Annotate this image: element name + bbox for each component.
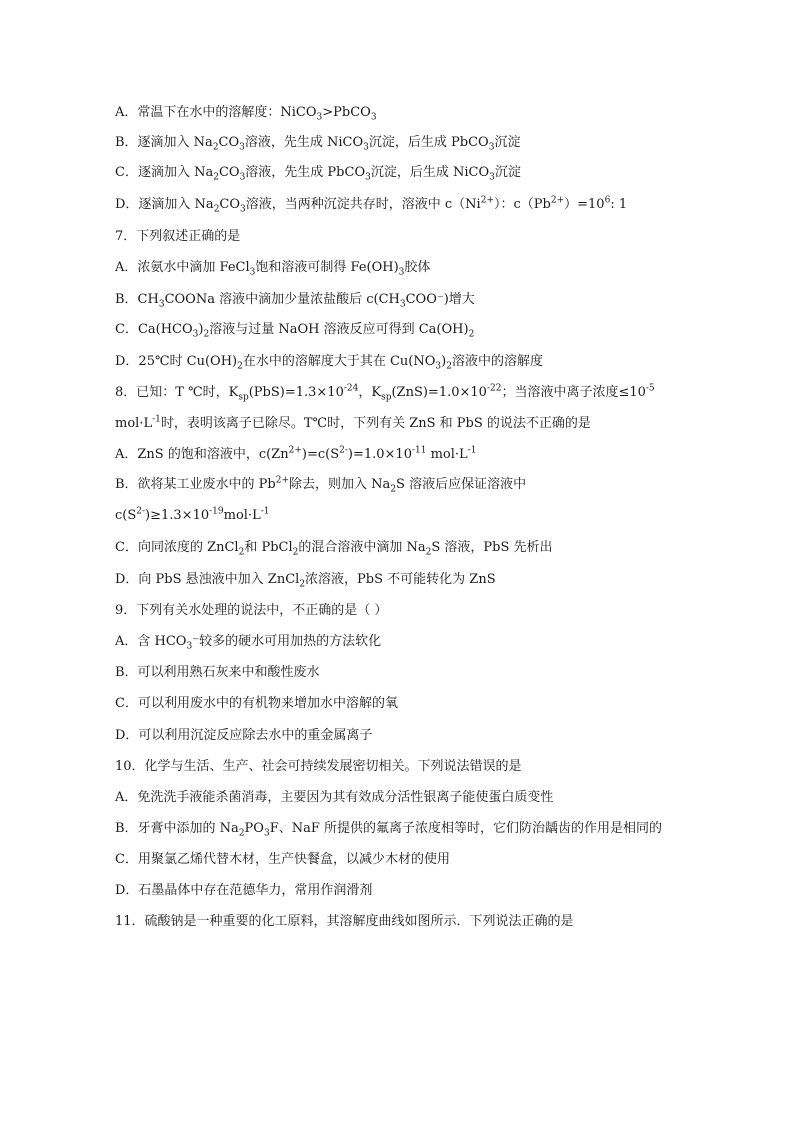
- supscript: -5: [645, 383, 655, 394]
- text-segment: ): [198, 322, 204, 337]
- supscript: 2-: [339, 445, 348, 456]
- text-line: [115, 757, 522, 777]
- subscript: sp: [381, 392, 392, 403]
- text-segment: 浓溶液，PbS 不可能转化为 ZnS: [305, 572, 496, 587]
- subscript: 2: [390, 484, 397, 495]
- text-segment: A．浓氨水中滴加 FeCl: [115, 260, 250, 275]
- text-segment: 和 PbCl: [244, 540, 293, 555]
- text-line: [115, 133, 520, 153]
- text-segment: ⁻较多的硬水可用加热的方法软化: [192, 634, 382, 649]
- text-segment: 除去，则加入 Na: [289, 477, 391, 492]
- text-segment: )=c(S: [301, 447, 340, 462]
- subscript: 3: [435, 361, 442, 372]
- subscript: 3: [192, 329, 199, 340]
- subscript: 3: [249, 267, 256, 278]
- text-line: [115, 195, 627, 215]
- text-segment: mol·L: [223, 508, 261, 523]
- text-line: [115, 103, 377, 123]
- text-line: [115, 788, 553, 808]
- subscript: 2: [468, 329, 475, 340]
- subscript: 3: [489, 172, 495, 183]
- text-segment: S 溶液，PbS 先析出: [431, 540, 553, 555]
- text-segment: 溶液中的溶解度: [451, 354, 543, 369]
- text-segment: COONa 溶液中滴加少量浓盐酸后 c(CH: [164, 292, 400, 307]
- text-segment: 沉淀，后生成 PbCO: [368, 135, 489, 150]
- subscript: 3: [370, 112, 377, 123]
- subscript: 2: [203, 329, 210, 340]
- supscript: 2+: [480, 195, 494, 206]
- text-segment: (PbS)=1.3×10: [248, 385, 344, 400]
- supscript: 6: [604, 195, 611, 206]
- text-segment: 沉淀，后生成 NiCO: [370, 165, 490, 180]
- text-segment: F、NaF 所提供的氟离子浓度相等时，它们防治龋齿的作用是相同的: [269, 821, 662, 836]
- subscript: 2: [299, 579, 306, 590]
- text-line: [115, 290, 475, 310]
- text-line: [115, 850, 450, 870]
- text-segment: mol·L: [426, 447, 468, 462]
- supscript: -19: [209, 506, 224, 517]
- text-segment: 11．硫酸钠是一种重要的化工原料，其溶解度曲线如图所示．下列说法正确的是: [115, 914, 574, 929]
- text-segment: mol·L: [115, 416, 153, 431]
- text-segment: A．ZnS 的饱和溶液中，c(Zn: [115, 447, 289, 462]
- text-segment: D．可以利用沉淀反应除去水中的重金属离子: [115, 728, 373, 743]
- text-segment: D．向 PbS 悬浊液中加入 ZnCl: [115, 572, 300, 587]
- text-line: [115, 352, 543, 372]
- text-line: [115, 819, 662, 839]
- text-segment: )=1.0×10: [347, 447, 412, 462]
- supscript: -24: [343, 383, 359, 394]
- text-segment: A．含 HCO: [115, 634, 187, 649]
- subscript: 2: [425, 547, 432, 558]
- text-segment: 溶液与过量 NaOH 溶液反应可得到 Ca(OH): [209, 322, 469, 337]
- text-line: [115, 383, 655, 403]
- text-segment: COO⁻)增大: [405, 292, 475, 307]
- text-segment: 时，表明该离子已除尽。T℃时，下列有关 ZnS 和 PbS 的说法不正确的是: [160, 416, 591, 431]
- subscript: 3: [398, 267, 405, 278]
- subscript: 2: [446, 361, 452, 372]
- subscript: 2: [238, 828, 245, 839]
- text-line: [115, 414, 591, 434]
- text-segment: B．欲将某工业废水中的 Pb: [115, 477, 276, 492]
- text-segment: 沉淀: [494, 135, 521, 150]
- supscript: 2+: [550, 195, 565, 206]
- text-segment: 10．化学与生活、生产、社会可持续发展密切相关。下列说法错误的是: [115, 759, 522, 774]
- text-segment: B．可以利用熟石灰来中和酸性废水: [115, 665, 320, 680]
- text-line: [115, 163, 521, 183]
- supscript: -1: [260, 506, 270, 517]
- subscript: 3: [399, 299, 406, 310]
- text-line: [115, 632, 381, 652]
- text-line: [115, 881, 372, 901]
- text-line: [115, 227, 240, 247]
- text-line: [115, 601, 387, 621]
- subscript: 3: [186, 641, 193, 652]
- text-segment: C．逐滴加入 Na: [115, 165, 214, 180]
- subscript: 3: [363, 142, 369, 153]
- text-segment: D．逐滴加入 Na: [115, 197, 214, 212]
- text-segment: c(S: [115, 508, 137, 523]
- text-line: [115, 445, 476, 465]
- text-segment: C．向同浓度的 ZnCl: [115, 540, 239, 555]
- text-segment: 8．已知：T ℃时，K: [115, 385, 239, 400]
- text-segment: ，K: [358, 385, 382, 400]
- text-line: [115, 570, 496, 590]
- text-segment: C．用聚氯乙烯代替木材，生产快餐盒，以减少木材的使用: [115, 852, 450, 867]
- subscript: 2: [213, 172, 219, 183]
- subscript: 3: [263, 828, 270, 839]
- text-segment: S 溶液后应保证溶液中: [396, 477, 527, 492]
- text-segment: 9．下列有关水处理的说法中，不正确的是（ ）: [115, 603, 388, 618]
- text-line: [115, 475, 526, 495]
- text-segment: ）：c（Pb: [494, 197, 551, 212]
- text-segment: 7．下列叙述正确的是: [115, 229, 241, 244]
- subscript: 3: [158, 299, 165, 310]
- text-segment: 溶液，当两种沉淀共存时，溶液中 c（Ni: [245, 197, 481, 212]
- subscript: 2: [212, 142, 219, 153]
- text-segment: A．常温下在水中的溶解度：NiCO: [115, 105, 317, 120]
- text-segment: D．25℃时 Cu(OH): [115, 354, 238, 369]
- text-segment: 沉淀: [494, 165, 521, 180]
- text-segment: 溶液，先生成 PbCO: [245, 165, 366, 180]
- subscript: sp: [238, 392, 249, 403]
- subscript: 3: [239, 172, 246, 183]
- text-segment: B．逐滴加入 Na: [115, 135, 213, 150]
- text-line: [115, 538, 553, 558]
- supscript: -22: [486, 383, 502, 394]
- text-segment: 溶液，先生成 NiCO: [244, 135, 364, 150]
- text-line: [115, 912, 574, 932]
- text-segment: ；当溶液中离子浓度≤10: [501, 385, 646, 400]
- subscript: 3: [239, 142, 245, 153]
- text-segment: CO: [218, 135, 240, 150]
- text-line: [115, 320, 474, 340]
- text-segment: PO: [244, 821, 264, 836]
- subscript: 2: [237, 361, 243, 372]
- supscript: 2+: [275, 475, 290, 486]
- text-segment: (ZnS)=1.0×10: [391, 385, 487, 400]
- supscript: 2+: [288, 445, 302, 456]
- subscript: 2: [213, 204, 220, 215]
- text-line: [115, 506, 269, 526]
- subscript: 3: [316, 112, 323, 123]
- text-segment: ）=10: [564, 197, 605, 212]
- supscript: -1: [467, 445, 477, 456]
- text-segment: 在水中的溶解度大于其在 Cu(NO: [242, 354, 436, 369]
- subscript: 3: [488, 142, 495, 153]
- text-segment: B．牙膏中添加的 Na: [115, 821, 239, 836]
- text-segment: C．Ca(HCO: [115, 322, 193, 337]
- supscript: 2-: [136, 506, 146, 517]
- supscript: -1: [152, 414, 161, 425]
- text-segment: CO: [219, 197, 241, 212]
- supscript: -11: [411, 445, 427, 456]
- subscript: 2: [238, 547, 245, 558]
- text-segment: A．免洗洗手液能杀菌消毒，主要因为其有效成分活性银离子能使蛋白质变性: [115, 790, 554, 805]
- subscript: 3: [365, 172, 371, 183]
- text-segment: : 1: [610, 197, 628, 212]
- text-segment: >PbCO: [322, 105, 371, 120]
- text-line: [115, 258, 430, 278]
- text-segment: D．石墨晶体中存在范德华力，常用作润滑剂: [115, 883, 373, 898]
- text-segment: ): [441, 354, 447, 369]
- text-segment: CO: [218, 165, 240, 180]
- text-segment: 胶体: [404, 260, 431, 275]
- subscript: 2: [292, 547, 299, 558]
- text-segment: B．CH: [115, 292, 159, 307]
- text-segment: 的混合溶液中滴加 Na: [298, 540, 426, 555]
- text-line: [115, 726, 372, 746]
- text-segment: 饱和溶液可制得 Fe(OH): [255, 260, 399, 275]
- subscript: 3: [240, 204, 246, 215]
- text-line: [115, 694, 398, 714]
- text-segment: C．可以利用废水中的有机物来增加水中溶解的氧: [115, 696, 398, 711]
- text-segment: )≥1.3×10: [145, 508, 210, 523]
- text-line: [115, 663, 320, 683]
